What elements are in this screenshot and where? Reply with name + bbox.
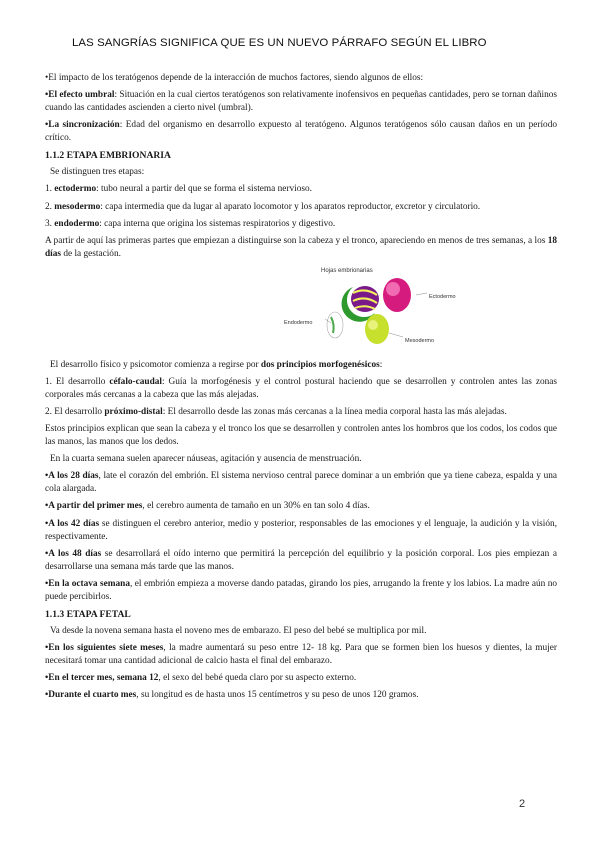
paragraph-48-days: •A los 48 días se desarrollará el oído interno que permitirá la percepción del equilibrio y la posición corporal. Los pies empiezan a desarrollarse una semana más tarde que las manos. bbox=[45, 548, 557, 572]
paragraph-third-month: •En el tercer mes, semana 12, el sexo del bebé queda claro por su aspecto externo. bbox=[45, 673, 357, 684]
paragraph-fourth-month: •Durante el cuarto mes, su longitud es de hasta unos 15 centímetros y su peso de unos 120 gramos. bbox=[45, 690, 419, 701]
paragraph-three-stages: Se distinguen tres etapas: bbox=[50, 167, 145, 178]
paragraph-fourth-week: En la cuarta semana suelen aparecer náuseas, agitación y ausencia de menstruación. bbox=[50, 454, 362, 465]
embryo-mesoderm bbox=[365, 314, 389, 344]
list-item-cephalo-caudal: 1. El desarrollo céfalo-caudal: Guía la morfogénesis y el control postural haciendo que se desarrollen y controlen antes las zonas corporales más cercanas a la cabeza que las más alejadas. bbox=[45, 376, 557, 400]
paragraph-morphogenetic-principles: El desarrollo físico y psicomotor comienza a regirse por dos principios morfogenésicos: bbox=[50, 359, 383, 370]
document-header: LAS SANGRÍAS SIGNIFICA QUE ES UN NUEVO PÁRRAFO SEGÚN EL LIBRO bbox=[72, 37, 487, 49]
heading-embryonic-stage: 1.1.2 ETAPA EMBRIONARIA bbox=[45, 150, 171, 162]
embryo-ectoderm bbox=[383, 278, 411, 312]
list-item-proximo-distal: 2. El desarrollo próximo-distal: El desarrollo desde las zonas más cercanas a la línea media corporal hasta las más alejadas. bbox=[45, 407, 507, 418]
heading-fetal-stage: 1.1.3 ETAPA FETAL bbox=[45, 608, 131, 620]
list-item-mesoderm: 2. mesodermo: capa intermedia que da lugar al aparato locomotor y los aparatos reproductor, excretor y circulatorio. bbox=[45, 201, 481, 212]
page-number: 2 bbox=[519, 798, 526, 810]
paragraph-seven-months: •En los siguientes siete meses, la madre aumentará su peso entre 12- 18 kg. Para que se formen bien los huesos y dientes, la mujer necesitará tomar una cantidad adicional de calcio hasta el final del embarazo. bbox=[45, 642, 557, 666]
term-synchronization: •La sincronización bbox=[45, 120, 120, 131]
paragraph-teratogens-intro: •El impacto de los teratógenos depende de la interacción de muchos factores, siendo algunos de ellos: bbox=[45, 73, 424, 83]
paragraph-synchronization: •La sincronización: Edad del organismo en desarrollo expuesto al teratógeno. Algunos teratógenos sólo causan daños en un período crítico. bbox=[45, 120, 557, 144]
list-item-endoderm: 3. endodermo: capa interna que origina los sistemas respiratorios y digestivo. bbox=[45, 218, 336, 229]
label-ectoderm: Ectodermo bbox=[429, 293, 456, 300]
document-body bbox=[45, 72, 557, 706]
paragraph-first-parts: A partir de aquí las primeras partes que empiezan a distinguirse son la cabeza y el tronco, apareciendo en menos de tres semanas, a los 18 días de la gestación. bbox=[45, 235, 557, 259]
term-threshold-effect: •El efecto umbral bbox=[45, 90, 115, 101]
label-mesoderm: Mesodermo bbox=[405, 337, 435, 344]
paragraph-principles-explain: Estos principios explican que sean la cabeza y el tronco los que se desarrollen y controlen antes los hombros que los codos, los codos que las manos, las manos que los dedos. bbox=[45, 424, 557, 448]
paragraph-eighth-week: •En la octava semana, el embrión empieza a moverse dando patadas, girando los pies, arrugando la frente y los labios. La madre aún no puede percibirlos. bbox=[45, 578, 557, 602]
paragraph-ninth-week: Va desde la novena semana hasta el noveno mes de embarazo. El peso del bebé se multiplica por mil. bbox=[50, 625, 427, 636]
list-item-ectoderm: 1. ectodermo: tubo neural a partir del que se forma el sistema nervioso. bbox=[45, 184, 312, 195]
paragraph-threshold-effect: •El efecto umbral: Situación en la cual ciertos teratógenos son relativamente inofensivos en pequeñas cantidades, pero se tornan dañinos cuando las cantidades ascienden a cierto nivel (umbral). bbox=[45, 90, 557, 114]
germ-layers-figure bbox=[45, 265, 557, 349]
embryo-illustration bbox=[281, 271, 481, 351]
label-endoderm: Endodermo bbox=[284, 319, 313, 326]
paragraph-28-days: •A los 28 días, late el corazón del embrión. El sistema nervioso central parece dominar a un embrión que ya tiene cabeza, espalda y una cola alargada. bbox=[45, 471, 557, 495]
paragraph-42-days: •A los 42 días se distinguen el cerebro anterior, medio y posterior, responsables de las emociones y el lenguaje, la audición y la visión, respectivamente. bbox=[45, 518, 557, 542]
paragraph-first-month: •A partir del primer mes, el cerebro aumenta de tamaño en un 30% en tan solo 4 días. bbox=[45, 501, 370, 512]
figure-title: Hojas embrionarias bbox=[321, 267, 373, 274]
